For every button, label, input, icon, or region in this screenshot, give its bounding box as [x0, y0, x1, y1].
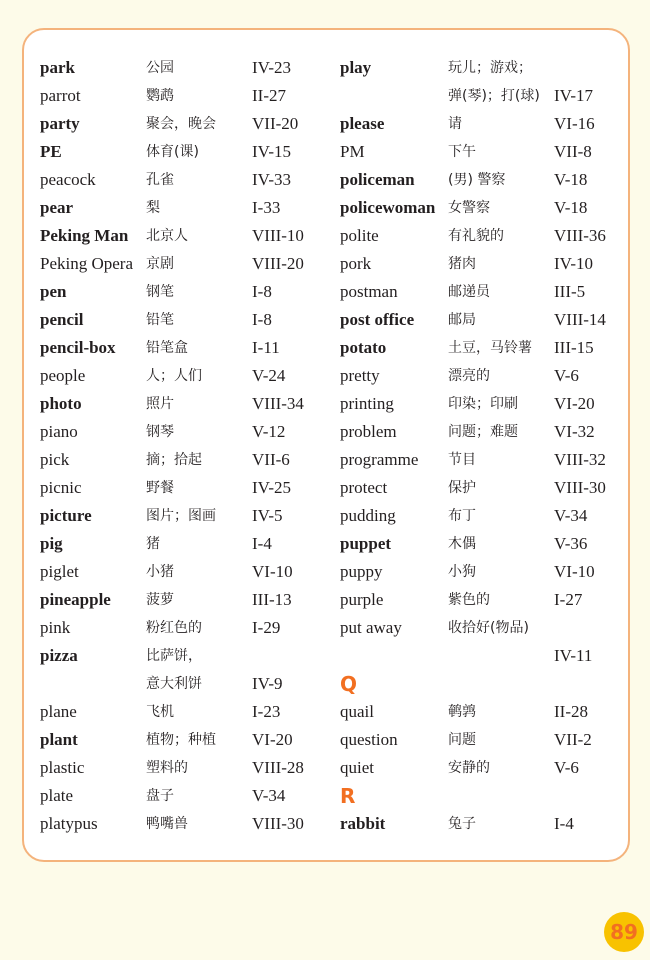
glossary-entry	[40, 166, 340, 194]
entry-word: question	[340, 730, 398, 749]
entry-chinese: 公园	[146, 60, 174, 76]
entry-word: printing	[340, 394, 394, 413]
entry-word: policewoman	[340, 198, 436, 217]
glossary-entry	[340, 502, 625, 530]
entry-chinese: 摘；拾起	[146, 452, 202, 468]
entry-reference: VII-6	[252, 450, 290, 469]
entry-reference: VIII-30	[252, 814, 304, 833]
entry-reference: VI-32	[554, 422, 595, 441]
entry-reference: I-4	[554, 814, 574, 833]
glossary-entry	[40, 446, 340, 474]
entry-word: put away	[340, 618, 402, 637]
glossary-entry	[40, 250, 340, 278]
entry-chinese: 下午	[448, 144, 476, 160]
glossary-entry	[40, 474, 340, 502]
entry-reference: VII-2	[554, 730, 592, 749]
entry-word: pork	[340, 254, 372, 273]
entry-chinese: 女警察	[448, 200, 490, 216]
glossary-entry	[340, 586, 625, 614]
glossary-entry	[340, 110, 625, 138]
entry-chinese: 人；人们	[146, 368, 202, 384]
glossary-entry	[340, 138, 625, 166]
entry-word: party	[40, 114, 80, 133]
entry-reference: VI-20	[252, 730, 293, 749]
entry-reference: V-34	[554, 506, 588, 525]
entry-word: postman	[340, 282, 398, 301]
glossary-entry	[340, 558, 625, 586]
entry-word: please	[340, 114, 385, 133]
glossary-entry	[40, 222, 340, 250]
glossary-entry	[340, 698, 625, 726]
entry-chinese: 塑料的	[146, 760, 188, 776]
entry-chinese: 北京人	[146, 228, 188, 244]
glossary-entry	[340, 642, 625, 670]
entry-word: rabbit	[340, 814, 386, 833]
glossary-entry	[40, 390, 340, 418]
entry-word: puppy	[340, 562, 383, 581]
entry-reference: I-29	[252, 618, 281, 637]
entry-chinese: 猪	[146, 536, 160, 552]
glossary-entry	[340, 446, 625, 474]
entry-chinese: 安静的	[448, 760, 490, 776]
glossary-entry	[40, 278, 340, 306]
entry-reference: III-15	[554, 338, 594, 357]
entry-word: post office	[340, 310, 415, 329]
glossary-entry	[340, 390, 625, 418]
entry-chinese: 意大利饼	[146, 676, 202, 692]
entry-reference: I-23	[252, 702, 281, 721]
entry-reference: IV-11	[554, 646, 593, 665]
entry-word: quiet	[340, 758, 374, 777]
entry-reference: V-6	[554, 758, 579, 777]
entry-chinese: 猪肉	[448, 256, 476, 272]
entry-chinese: 小狗	[448, 564, 476, 580]
entry-chinese: 布丁	[448, 508, 476, 524]
entry-reference: V-34	[252, 786, 286, 805]
entry-chinese: 飞机	[146, 704, 174, 720]
glossary-entry	[40, 418, 340, 446]
entry-reference: IV-10	[554, 254, 594, 273]
glossary-entry	[340, 166, 625, 194]
entry-reference: III-5	[554, 282, 586, 301]
entry-reference: VIII-34	[252, 394, 304, 413]
entry-word: pudding	[340, 506, 396, 525]
entry-chinese: 漂亮的	[448, 368, 490, 384]
section-letter-row	[340, 670, 625, 698]
entry-chinese: 保护	[448, 480, 476, 496]
glossary-entry	[340, 418, 625, 446]
entry-word: PM	[340, 142, 365, 161]
entry-word: people	[40, 366, 86, 385]
entry-chinese: 铅笔盒	[146, 340, 188, 356]
entry-word: Peking Man	[40, 226, 129, 245]
entry-reference: VIII-28	[252, 758, 304, 777]
glossary-entry	[40, 726, 340, 754]
glossary-entry	[40, 306, 340, 334]
entry-chinese: 比萨饼，	[146, 648, 202, 664]
entry-reference: V-24	[252, 366, 286, 385]
glossary-entry	[40, 558, 340, 586]
entry-word: pencil	[40, 310, 84, 329]
entry-reference: IV-15	[252, 142, 292, 161]
entry-reference: I-11	[252, 338, 280, 357]
entry-word: protect	[340, 478, 388, 497]
entry-word: pen	[40, 282, 67, 301]
glossary-entry	[340, 726, 625, 754]
entry-reference: VI-20	[554, 394, 595, 413]
entry-chinese: 钢琴	[146, 424, 174, 440]
section-letter: Q	[340, 672, 358, 696]
glossary-entry	[40, 530, 340, 558]
glossary-left-column	[40, 54, 340, 838]
entry-reference: I-8	[252, 310, 272, 329]
entry-chinese: 植物；种植	[146, 732, 216, 748]
entry-chinese: 粉红色的	[146, 620, 202, 636]
entry-reference: VIII-10	[252, 226, 304, 245]
entry-word: picture	[40, 506, 92, 525]
entry-word: quail	[340, 702, 374, 721]
entry-chinese: 鸭嘴兽	[146, 816, 188, 832]
entry-reference: VIII-30	[554, 478, 606, 497]
entry-reference: VIII-14	[554, 310, 606, 329]
glossary-entry	[40, 82, 340, 110]
entry-reference: III-13	[252, 590, 292, 609]
entry-word: potato	[340, 338, 387, 357]
glossary-entry	[340, 614, 625, 642]
entry-reference: V-18	[554, 170, 588, 189]
entry-chinese: 木偶	[448, 536, 476, 552]
entry-chinese: 问题	[448, 732, 476, 748]
entry-reference: I-33	[252, 198, 281, 217]
entry-word: pig	[40, 534, 63, 553]
entry-word: puppet	[340, 534, 392, 553]
entry-word: parrot	[40, 86, 81, 105]
glossary-right-column	[340, 54, 625, 838]
glossary-panel	[22, 28, 630, 862]
glossary-entry	[40, 670, 340, 698]
glossary-entry	[40, 362, 340, 390]
entry-chinese: 收拾好(物品)	[448, 620, 529, 636]
entry-reference: VIII-36	[554, 226, 606, 245]
entry-reference: VIII-32	[554, 450, 606, 469]
entry-word: problem	[340, 422, 397, 441]
entry-word: policeman	[340, 170, 415, 189]
entry-reference: V-12	[252, 422, 286, 441]
entry-word: piano	[40, 422, 78, 441]
entry-word: picnic	[40, 478, 82, 497]
entry-word: pizza	[40, 646, 78, 665]
entry-word: Peking Opera	[40, 254, 134, 273]
glossary-entry	[340, 362, 625, 390]
entry-reference: IV-5	[252, 506, 283, 525]
entry-word: peacock	[40, 170, 96, 189]
glossary-entry	[40, 194, 340, 222]
entry-word: plant	[40, 730, 78, 749]
glossary-entry	[40, 586, 340, 614]
entry-reference: IV-17	[554, 86, 594, 105]
entry-word: plane	[40, 702, 77, 721]
entry-chinese: 有礼貌的	[448, 228, 504, 244]
entry-chinese: 野餐	[146, 480, 174, 496]
glossary-entry	[40, 138, 340, 166]
glossary-entry	[40, 502, 340, 530]
entry-reference: II-27	[252, 86, 286, 105]
entry-chinese: 弹(琴)；打(球)	[448, 88, 540, 104]
entry-chinese: 邮递员	[448, 284, 490, 300]
entry-chinese: 鹌鹑	[448, 704, 476, 720]
entry-reference: I-8	[252, 282, 272, 301]
entry-reference: V-6	[554, 366, 579, 385]
entry-chinese: 铅笔	[146, 312, 174, 328]
glossary-entry	[340, 810, 625, 838]
entry-chinese: 紫色的	[448, 592, 490, 608]
entry-chinese: 孔雀	[146, 172, 174, 188]
entry-word: piglet	[40, 562, 79, 581]
glossary-entry	[40, 110, 340, 138]
glossary-entry	[340, 754, 625, 782]
glossary-entry	[40, 334, 340, 362]
glossary-entry	[340, 54, 625, 82]
entry-reference: II-28	[554, 702, 588, 721]
entry-chinese: 兔子	[448, 816, 476, 832]
entry-word: purple	[340, 590, 384, 609]
entry-chinese: 菠萝	[146, 592, 174, 608]
entry-word: park	[40, 58, 75, 77]
entry-chinese: 土豆，马铃薯	[448, 340, 532, 356]
entry-word: plate	[40, 786, 74, 805]
entry-reference: VII-20	[252, 114, 299, 133]
entry-reference: IV-9	[252, 674, 283, 693]
glossary-entry	[340, 82, 625, 110]
entry-chinese: (男) 警察	[448, 172, 506, 188]
entry-reference: IV-25	[252, 478, 292, 497]
glossary-entry	[340, 278, 625, 306]
entry-chinese: 印染；印刷	[448, 396, 518, 412]
entry-word: pretty	[340, 366, 380, 385]
entry-reference: I-4	[252, 534, 272, 553]
entry-chinese: 体育(课)	[146, 144, 199, 160]
glossary-entry	[40, 782, 340, 810]
entry-chinese: 京剧	[146, 256, 174, 272]
entry-reference: VIII-20	[252, 254, 304, 273]
entry-chinese: 梨	[146, 200, 160, 216]
entry-word: play	[340, 58, 372, 77]
glossary-entry	[340, 194, 625, 222]
glossary-entry	[40, 614, 340, 642]
glossary-entry	[340, 530, 625, 558]
glossary-entry	[340, 334, 625, 362]
entry-reference: VI-16	[554, 114, 595, 133]
entry-word: photo	[40, 394, 82, 413]
page-number-badge: 89	[604, 912, 644, 952]
entry-chinese: 照片	[146, 396, 174, 412]
glossary-entry	[340, 222, 625, 250]
entry-word: programme	[340, 450, 419, 469]
entry-reference: I-27	[554, 590, 583, 609]
entry-word: pear	[40, 198, 74, 217]
entry-reference: V-18	[554, 198, 588, 217]
entry-chinese: 图片；图画	[146, 508, 216, 524]
entry-word: polite	[340, 226, 379, 245]
entry-word: platypus	[40, 814, 98, 833]
entry-word: PE	[40, 142, 62, 161]
entry-chinese: 节目	[448, 452, 476, 468]
entry-chinese: 鹦鹉	[146, 88, 174, 104]
entry-chinese: 请	[448, 116, 462, 132]
glossary-entry	[40, 54, 340, 82]
glossary-entry	[40, 642, 340, 670]
glossary-entry	[40, 754, 340, 782]
entry-chinese: 聚会，晚会	[146, 116, 216, 132]
glossary-entry	[340, 474, 625, 502]
entry-chinese: 邮局	[448, 312, 476, 328]
entry-chinese: 小猪	[146, 564, 174, 580]
entry-word: pink	[40, 618, 71, 637]
entry-reference: VI-10	[554, 562, 595, 581]
entry-chinese: 盘子	[146, 788, 174, 804]
section-letter-row	[340, 782, 625, 810]
entry-chinese: 问题；难题	[448, 424, 518, 440]
entry-word: pineapple	[40, 590, 111, 609]
entry-reference: IV-33	[252, 170, 292, 189]
glossary-entry	[340, 250, 625, 278]
entry-word: pencil-box	[40, 338, 116, 357]
entry-word: pick	[40, 450, 70, 469]
glossary-entry	[40, 810, 340, 838]
section-letter: R	[340, 784, 356, 808]
entry-word: plastic	[40, 758, 85, 777]
entry-reference: V-36	[554, 534, 588, 553]
entry-reference: VII-8	[554, 142, 592, 161]
entry-chinese: 玩儿；游戏；	[448, 60, 532, 76]
entry-reference: IV-23	[252, 58, 292, 77]
glossary-entry	[40, 698, 340, 726]
entry-chinese: 钢笔	[146, 284, 174, 300]
glossary-entry	[340, 306, 625, 334]
entry-reference: VI-10	[252, 562, 293, 581]
